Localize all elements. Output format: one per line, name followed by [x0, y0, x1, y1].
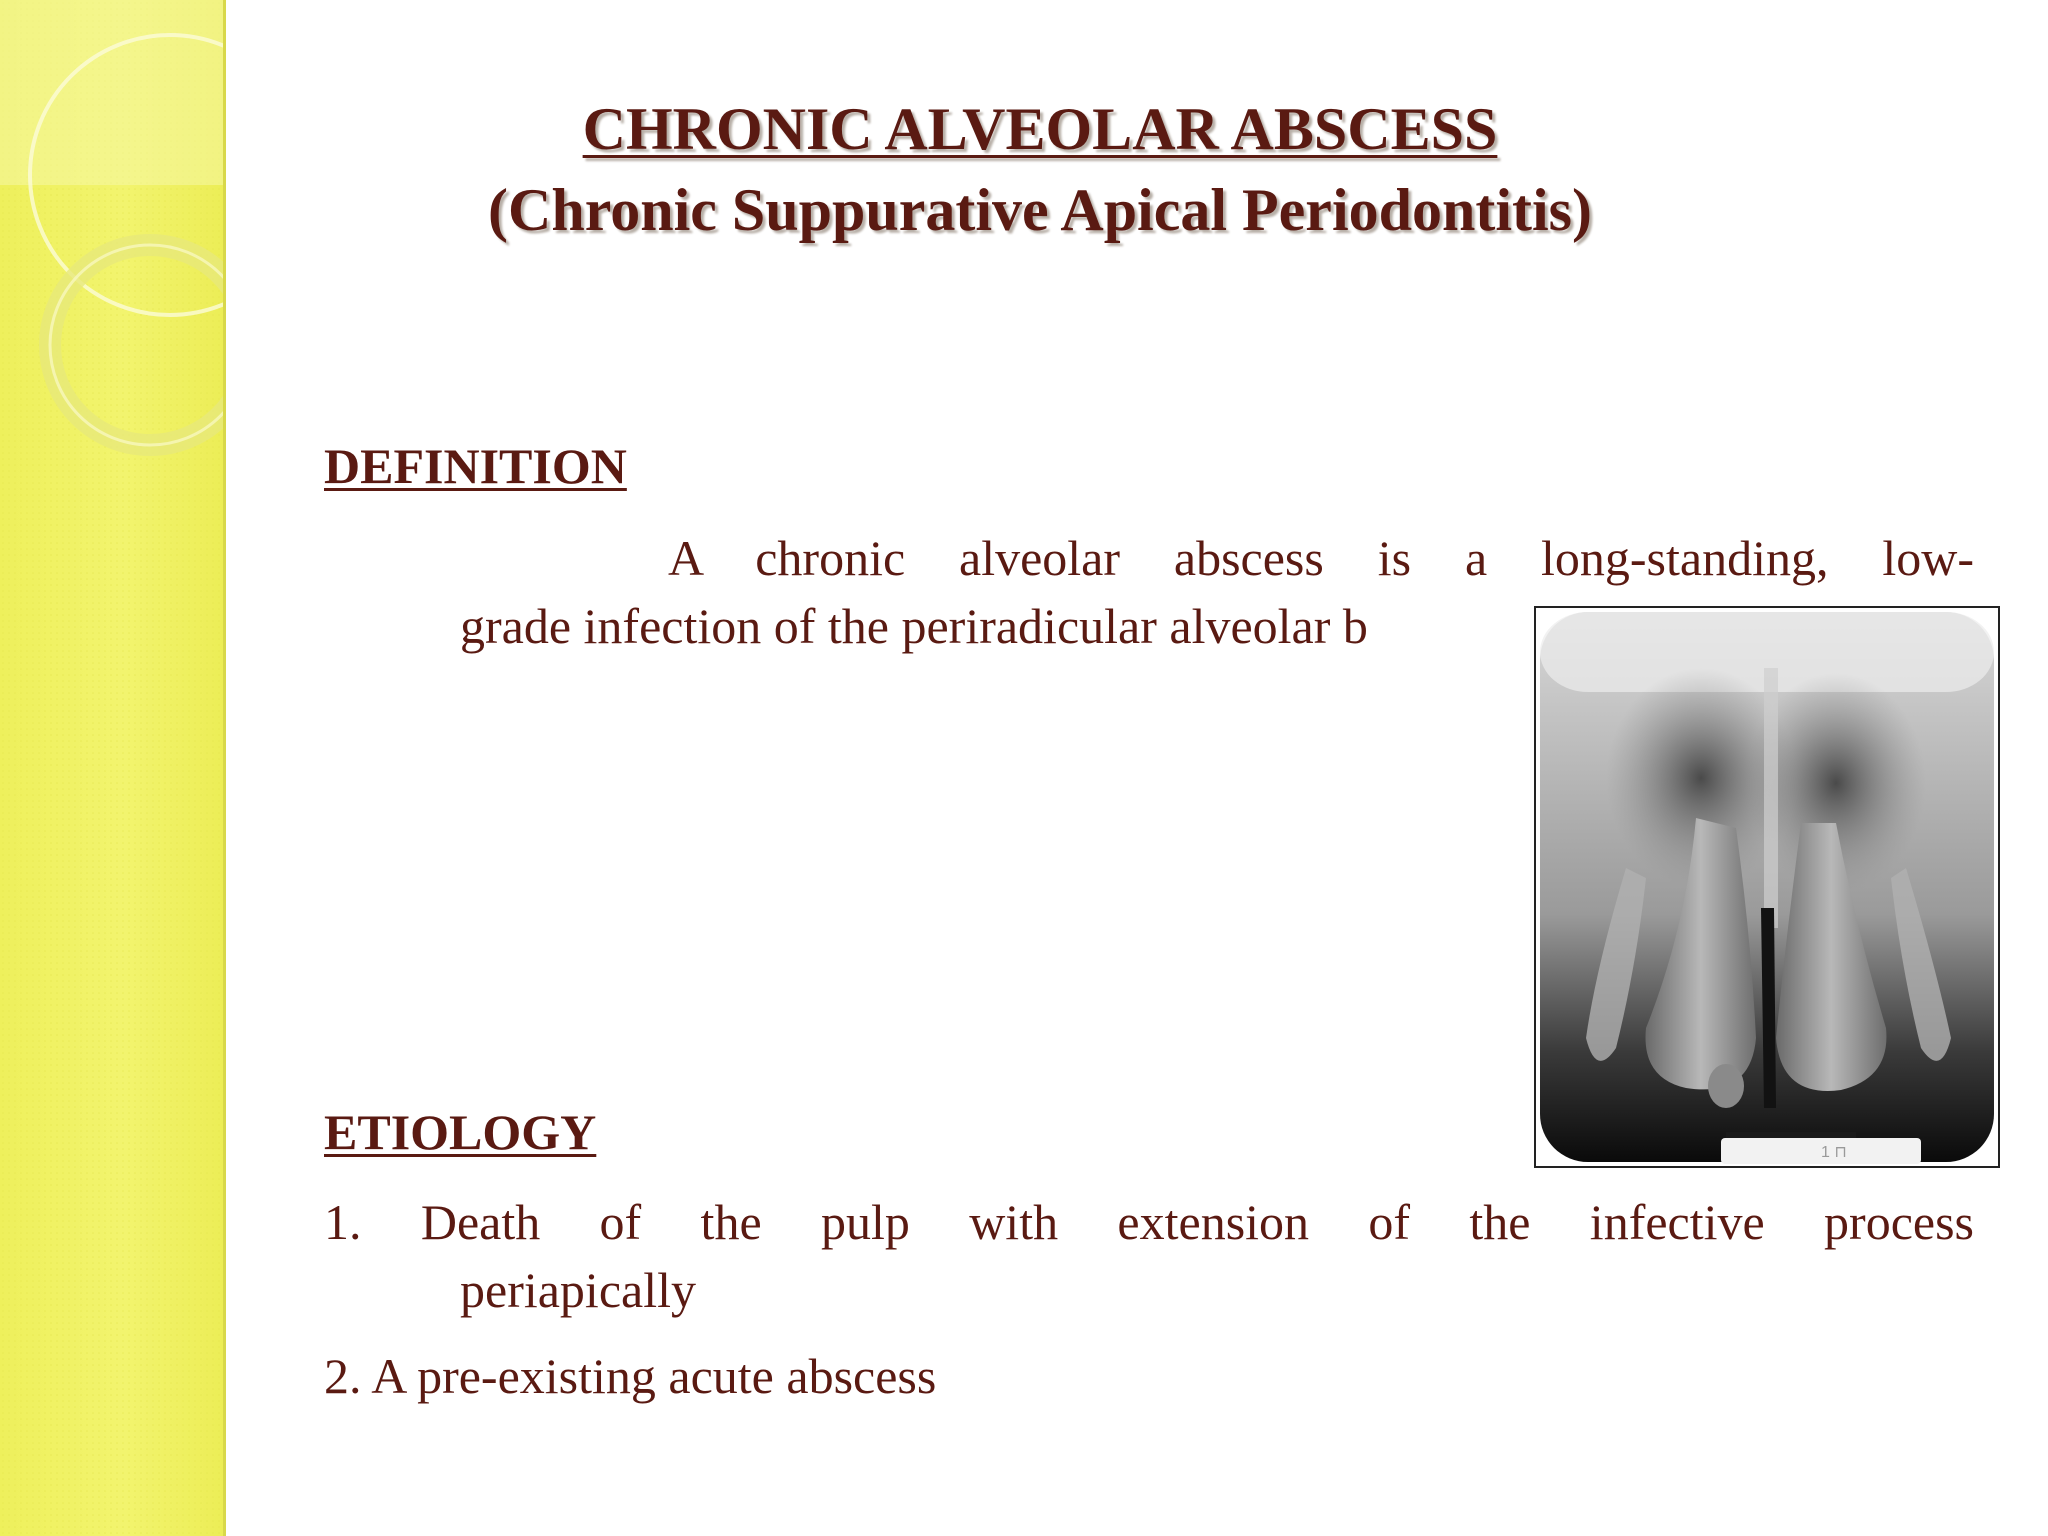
etiology-list — [324, 1188, 1974, 1410]
title-main: CHRONIC ALVEOLAR ABSCESS — [582, 96, 1498, 162]
decorative-side-band — [0, 0, 226, 1536]
list-item: 2. A pre-existing acute abscess — [324, 1348, 937, 1404]
slide-title — [340, 96, 1740, 244]
ring-decoration-icon — [0, 0, 226, 1536]
etiology-heading: ETIOLOGY — [324, 1104, 597, 1160]
etiology-item-1-line-1: 1. Death of the pulp with extension of the infective process — [324, 1194, 1974, 1250]
dental-radiograph-image — [1534, 606, 2000, 1168]
definition-line-2: grade infection of the periradicular alveolar b — [460, 598, 1368, 654]
definition-heading: DEFINITION — [324, 438, 627, 494]
list-item — [324, 1188, 1974, 1324]
radiograph-icon — [1536, 608, 1998, 1166]
definition-line-1: A chronic alveolar abscess is a long-standing, low- — [668, 530, 1974, 586]
svg-text:1 ⊓: 1 ⊓ — [1821, 1144, 1847, 1161]
etiology-item-1-line-2: periapically — [460, 1262, 696, 1318]
title-subtitle: (Chronic Suppurative Apical Periodontitis) — [488, 177, 1592, 244]
